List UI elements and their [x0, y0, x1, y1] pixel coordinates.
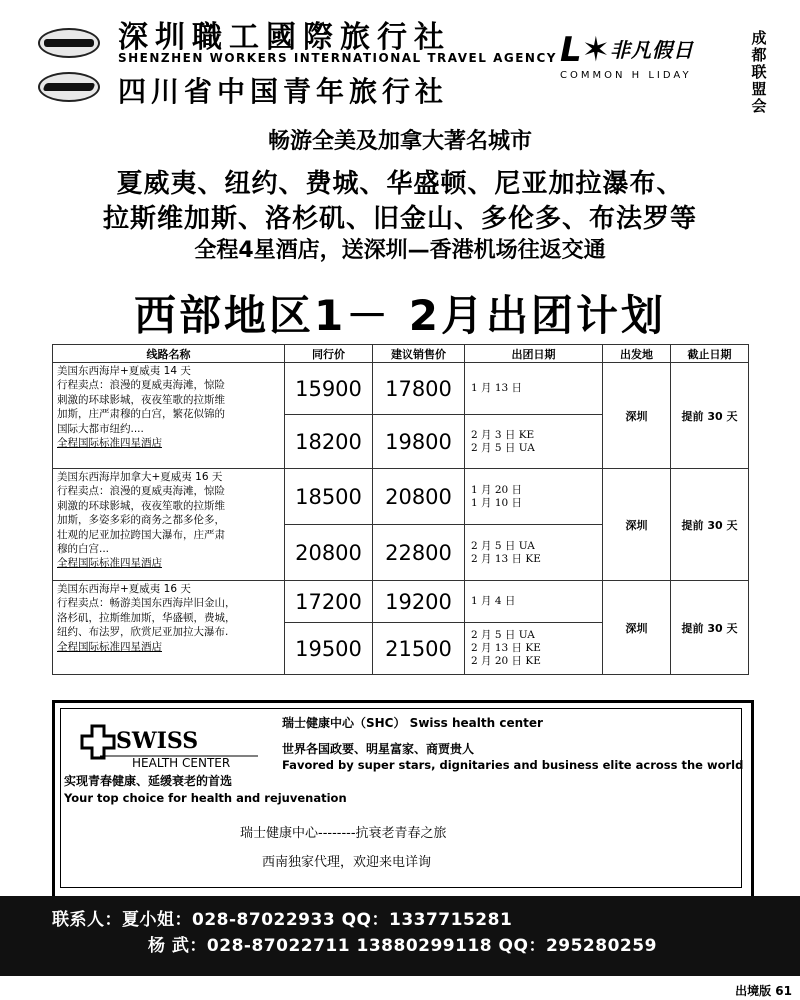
contact-line-1: 联系人：夏小姐：028-87022933 QQ：1337715281	[52, 910, 513, 930]
peer-price: 20800	[285, 525, 373, 581]
depart-dates: 1 月 13 日	[465, 363, 603, 415]
table-row	[53, 469, 749, 525]
main-title: 西部地区1－ 2月出团计划	[133, 291, 667, 340]
common-holiday-mark-icon: L✶	[560, 30, 611, 70]
swiss-health-logo	[72, 718, 262, 768]
route-description: 美国东西海岸+夏威夷 16 天 行程卖点：畅游美国东西海岸旧金山， 洛杉矶，拉斯维加斯，华盛顿，费城， 纽约、布法罗，欣赏尼亚加拉大瀑布. 全程国际标准四星酒店	[53, 581, 285, 675]
retail-price: 20800	[373, 469, 465, 525]
header-retail-price: 建议销售价	[373, 345, 465, 363]
peer-price: 18200	[285, 415, 373, 469]
peer-price: 15900	[285, 363, 373, 415]
swiss-favored-en: Favored by super stars, dignitaries and business elite across the world	[282, 758, 744, 772]
peer-price: 18500	[285, 469, 373, 525]
swiss-cross-icon	[72, 718, 262, 768]
header-depart-date: 出团日期	[465, 345, 603, 363]
schedule-table	[52, 344, 749, 675]
swiss-logo-sub: HEALTH CENTER	[132, 756, 231, 768]
hotel-note: 全程国际标准四星酒店	[57, 640, 162, 653]
origin-city: 深圳	[603, 469, 671, 581]
table-header-row	[53, 345, 749, 363]
table-row	[53, 581, 749, 623]
youth-travel-logo-badge	[38, 72, 100, 102]
headline-3: 拉斯维加斯、洛杉矶、旧金山、多伦多、布法罗等	[102, 204, 697, 234]
agency-name-en: SHENZHEN WORKERS INTERNATIONAL TRAVEL AGENCY	[118, 51, 557, 65]
swiss-favored-cn: 世界各国政要、明星富家、商贾贵人	[282, 742, 475, 756]
depart-dates: 1 月 20 日 1 月 10 日	[465, 469, 603, 525]
swiss-choice-en: Your top choice for health and rejuvenation	[64, 791, 347, 805]
depart-dates: 2 月 3 日 KE 2 月 5 日 UA	[465, 415, 603, 469]
retail-price: 19800	[373, 415, 465, 469]
origin-city: 深圳	[603, 363, 671, 469]
agency-logo-badge	[38, 28, 100, 58]
hotel-note: 全程国际标准四星酒店	[57, 437, 162, 450]
common-holiday-logo	[560, 30, 740, 88]
headline-4: 全程4星酒店，送深圳—香港机场往返交通	[194, 238, 606, 263]
retail-price: 22800	[373, 525, 465, 581]
deadline: 提前 30 天	[671, 469, 749, 581]
peer-price: 17200	[285, 581, 373, 623]
table-row	[53, 363, 749, 415]
retail-price: 21500	[373, 623, 465, 675]
header-peer-price: 同行价	[285, 345, 373, 363]
peer-price: 19500	[285, 623, 373, 675]
alliance-side-text: 成都联盟会	[751, 29, 767, 115]
contact-line-2: 杨 武：028-87022711 13880299118 QQ：295280259	[148, 936, 657, 956]
common-holiday-en: COMMON H LIDAY	[560, 70, 692, 81]
swiss-choice-cn: 实现青春健康、延缓衰老的首选	[64, 774, 233, 788]
headline-2: 夏威夷、纽约、费城、华盛顿、尼亚加拉瀑布、	[116, 169, 684, 199]
deadline: 提前 30 天	[671, 581, 749, 675]
deadline: 提前 30 天	[671, 363, 749, 469]
youth-travel-name: 四川省中国青年旅行社	[118, 75, 449, 108]
swiss-name: 瑞士健康中心（SHC） Swiss health center	[282, 716, 543, 730]
agency-name-cn: 深圳職工國際旅行社	[118, 20, 451, 55]
swiss-logo-main: SWISS	[116, 728, 199, 754]
depart-dates: 2 月 5 日 UA 2 月 13 日 KE	[465, 525, 603, 581]
hotel-note: 全程国际标准四星酒店	[57, 557, 162, 570]
page-label: 出境版 61	[735, 984, 792, 998]
retail-price: 19200	[373, 581, 465, 623]
depart-dates: 1 月 4 日	[465, 581, 603, 623]
swiss-agent: 西南独家代理，欢迎来电详询	[262, 855, 432, 870]
header-deadline: 截止日期	[671, 345, 749, 363]
common-holiday-cn: 非凡假日	[610, 38, 694, 62]
headline-1: 畅游全美及加拿大著名城市	[267, 129, 532, 154]
retail-price: 17800	[373, 363, 465, 415]
header-route: 线路名称	[53, 345, 285, 363]
swiss-slogan: 瑞士健康中心--------抗衰老青春之旅	[240, 826, 447, 841]
header-origin: 出发地	[603, 345, 671, 363]
origin-city: 深圳	[603, 581, 671, 675]
depart-dates: 2 月 5 日 UA 2 月 13 日 KE 2 月 20 日 KE	[465, 623, 603, 675]
route-description: 美国东西海岸加拿大+夏威夷 16 天 行程卖点：浪漫的夏威夷海滩，惊险 刺激的环球影城，夜夜笙歌的拉斯维 加斯，多姿多彩的商务之都多伦多， 壮观的尼亚加拉跨国大瀑布，庄严肃 穆的白宫... 全程国际标准四星酒店	[53, 469, 285, 581]
route-description: 美国东西海岸+夏威夷 14 天 行程卖点：浪漫的夏威夷海滩，惊险 刺激的环球影城，夜夜笙歌的拉斯维 加斯，庄严肃穆的白宫，繁花似锦的 国际大都市纽约.... 全程国际标准四星酒店	[53, 363, 285, 469]
